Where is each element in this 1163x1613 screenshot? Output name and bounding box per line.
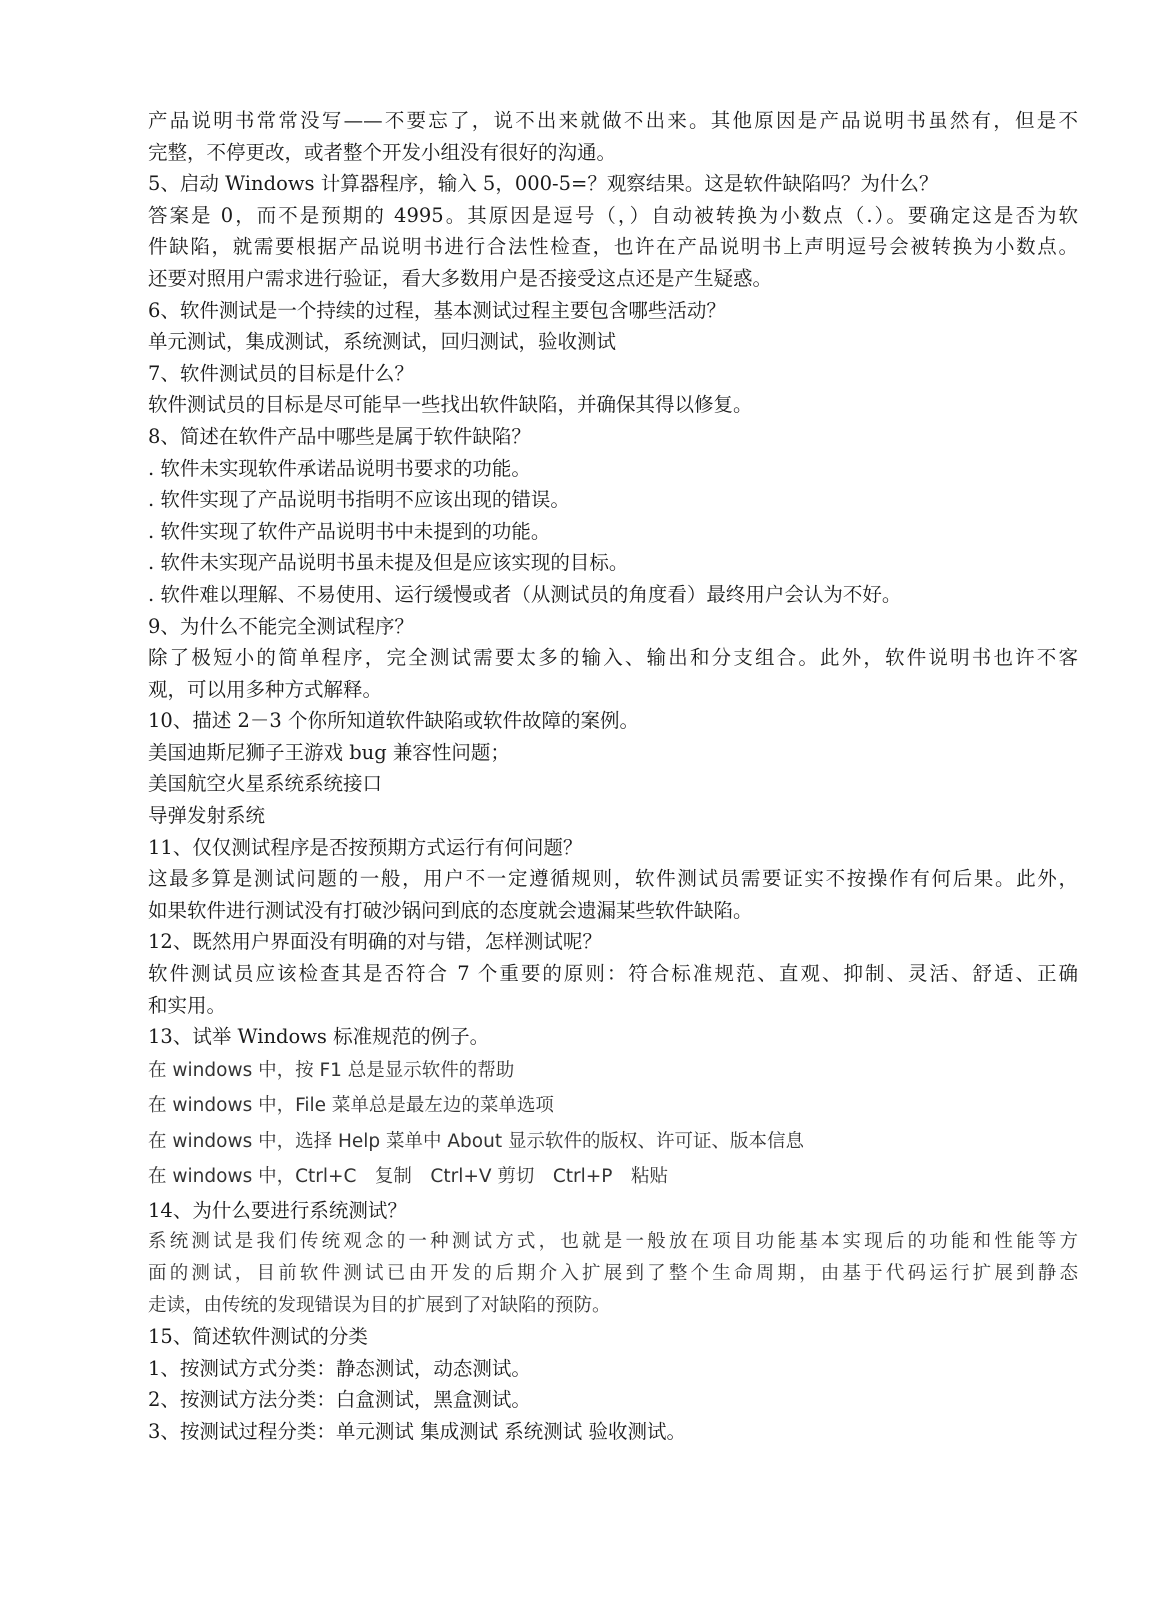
text-line: 美国航空火星系统系统接口 <box>148 772 383 796</box>
question-15: 15、简述软件测试的分类 <box>148 1325 368 1349</box>
text-line: 和实用。 <box>148 993 227 1017</box>
list-item: . 软件实现了产品说明书指明不应该出现的错误。 <box>148 488 570 512</box>
list-item: . 软件未实现软件承诺品说明书要求的功能。 <box>148 456 531 480</box>
text-line: 观，可以用多种方式解释。 <box>148 677 383 701</box>
text-line: 系统测试是我们传统观念的一种测试方式，也就是一般放在项目功能基本实现后的功能和性能等方 <box>148 1231 1078 1253</box>
document-body <box>148 105 1078 1448</box>
question-6: 6、软件测试是一个持续的过程，基本测试过程主要包含哪些活动？ <box>148 298 726 322</box>
text-line: 走读，由传统的发现错误为目的扩展到了对缺陷的预防。 <box>148 1294 611 1316</box>
windows-example: 在 windows 中，选择 Help 菜单中 About 显示软件的版权、许可证、版本信息 <box>148 1130 804 1152</box>
list-item: . 软件未实现产品说明书虽未提及但是应该实现的目标。 <box>148 551 629 575</box>
text-line: 这最多算是测试问题的一般，用户不一定遵循规则，软件测试员需要证实不按操作有何后果。此外， <box>148 867 1078 891</box>
question-12: 12、既然用户界面没有明确的对与错，怎样测试呢？ <box>148 930 602 954</box>
question-14: 14、为什么要进行系统测试？ <box>148 1198 407 1222</box>
text-line: 单元测试，集成测试，系统测试，回归测试，验收测试 <box>148 330 617 354</box>
text-line: 完整，不停更改，或者整个开发小组没有很好的沟通。 <box>148 140 617 164</box>
question-8: 8、简述在软件产品中哪些是属于软件缺陷？ <box>148 424 531 448</box>
question-5: 5、启动 Windows 计算器程序，输入 5，000-5=？观察结果。这是软件缺陷吗？为什么？ <box>148 172 939 196</box>
text-line: 美国迪斯尼狮子王游戏 bug 兼容性问题； <box>148 740 510 764</box>
windows-example: 在 windows 中，Ctrl+C 复制 Ctrl+V 剪切 Ctrl+P 粘贴 <box>148 1166 668 1188</box>
text-line: 件缺陷，就需要根据产品说明书进行合法性检查，也许在产品说明书上声明逗号会被转换为小数点。 <box>148 235 1078 259</box>
list-item: 2、按测试方法分类：白盒测试，黑盒测试。 <box>148 1388 531 1412</box>
windows-example: 在 windows 中，File 菜单总是最左边的菜单选项 <box>148 1095 554 1117</box>
list-item: 1、按测试方式分类：静态测试，动态测试。 <box>148 1356 531 1380</box>
question-7: 7、软件测试员的目标是什么？ <box>148 361 414 385</box>
text-line: 如果软件进行测试没有打破沙锅问到底的态度就会遗漏某些软件缺陷。 <box>148 898 753 922</box>
windows-example: 在 windows 中，按 F1 总是显示软件的帮助 <box>148 1059 515 1081</box>
text-line: 产品说明书常常没写——不要忘了，说不出来就做不出来。其他原因是产品说明书虽然有，但是不 <box>148 109 1078 132</box>
text-line: 面的测试，目前软件测试已由开发的后期介入扩展到了整个生命周期，由基于代码运行扩展到静态 <box>148 1263 1078 1284</box>
list-item: 3、按测试过程分类：单元测试 集成测试 系统测试 验收测试。 <box>148 1419 687 1443</box>
list-item: . 软件难以理解、不易使用、运行缓慢或者（从测试员的角度看）最终用户会认为不好。 <box>148 582 902 606</box>
list-item: . 软件实现了软件产品说明书中未提到的功能。 <box>148 519 551 543</box>
text-line: 软件测试员应该检查其是否符合 7 个重要的原则：符合标准规范、直观、抑制、灵活、舒适、正确 <box>148 962 1078 986</box>
question-10: 10、描述 2－3 个你所知道软件缺陷或软件故障的案例。 <box>148 709 640 733</box>
text-line: 导弹发射系统 <box>148 804 266 828</box>
text-line: 答案是 0，而不是预期的 4995。其原因是逗号（，）自动被转换为小数点（.）。要确定这是否为软 <box>148 203 1078 227</box>
question-9: 9、为什么不能完全测试程序？ <box>148 614 414 638</box>
text-line: 除了极短小的简单程序，完全测试需要太多的输入、输出和分支组合。此外，软件说明书也许不客 <box>148 646 1078 670</box>
question-11: 11、仅仅测试程序是否按预期方式运行有何问题？ <box>148 835 583 859</box>
question-13: 13、试举 Windows 标准规范的例子。 <box>148 1025 490 1049</box>
text-line: 软件测试员的目标是尽可能早一些找出软件缺陷，并确保其得以修复。 <box>148 393 753 417</box>
text-line: 还要对照用户需求进行验证，看大多数用户是否接受这点还是产生疑惑。 <box>148 266 773 290</box>
